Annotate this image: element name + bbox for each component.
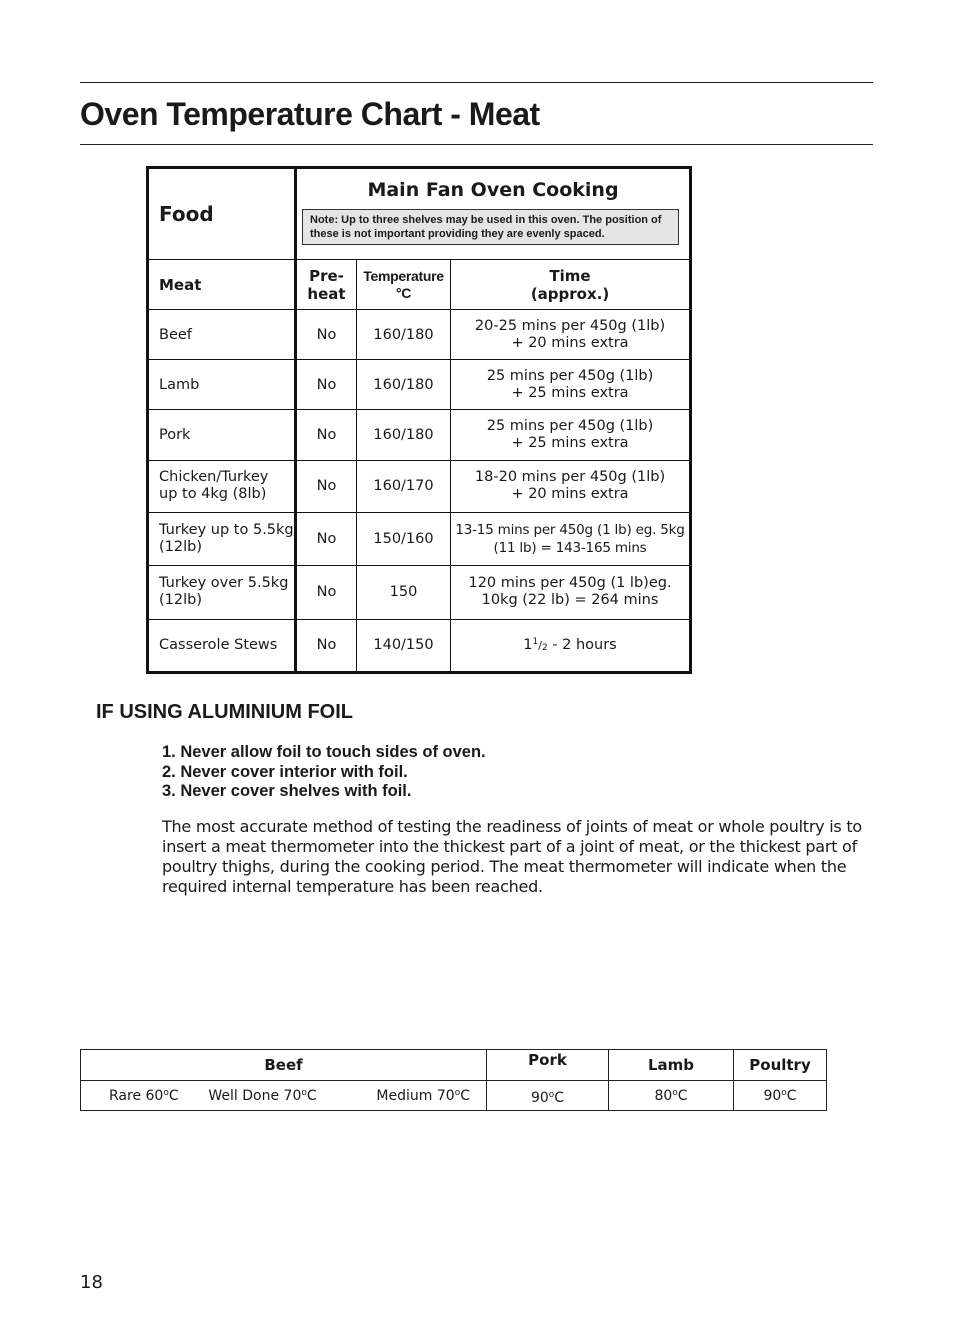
time-line2: + 20 mins extra (511, 486, 629, 503)
preheat-value: No (296, 410, 357, 460)
meat-name: Beef (148, 310, 296, 360)
time-header-line2: (approx.) (530, 284, 610, 303)
unit: C (306, 1087, 317, 1104)
beef-well-done (208, 1088, 316, 1104)
time-fraction-numerator: 1 (532, 637, 539, 648)
time-line2: + 25 mins extra (511, 384, 629, 401)
table-row (148, 619, 691, 672)
page-title: Oven Temperature Chart - Meat (80, 96, 540, 132)
foil-heading: IF USING ALUMINIUM FOIL (96, 701, 354, 723)
meat-name-line1: Turkey up to 5.5kg (159, 521, 294, 538)
table-row (148, 512, 691, 565)
poultry-value: 90 (763, 1087, 782, 1104)
table-row (148, 565, 691, 619)
beef-rare-value: 60 (145, 1087, 164, 1104)
time-column-header (451, 260, 691, 310)
degree-symbol: o (163, 1087, 169, 1098)
meat-name (148, 512, 296, 565)
main-fan-oven-heading: Main Fan Oven Cooking (367, 179, 619, 201)
lamb-value: 80 (654, 1087, 673, 1104)
time-line2: + 20 mins extra (511, 334, 629, 351)
pork-header: Pork (487, 1050, 609, 1081)
poultry-header: Poultry (734, 1050, 827, 1081)
table-row (148, 310, 691, 360)
table-row (81, 1081, 827, 1111)
beef-medium (376, 1088, 470, 1104)
preheat-value: No (296, 310, 357, 360)
title-underline (80, 144, 873, 145)
list-item: 2. Never cover interior with foil. (162, 762, 408, 781)
meat-name-line1: Chicken/Turkey (159, 469, 269, 486)
poultry-value-cell (734, 1081, 827, 1111)
beef-well-done-label: Well Done (208, 1087, 284, 1104)
list-item: 3. Never cover shelves with foil. (162, 782, 412, 800)
oven-temperature-table (146, 166, 692, 674)
meat-column-header: Meat (148, 260, 296, 310)
unit: C (168, 1087, 179, 1104)
temperature-value: 160/180 (357, 410, 451, 460)
fraction-slash: / (538, 639, 542, 653)
temperature-value: 160/170 (357, 460, 451, 512)
time-line1: 25 mins per 450g (1lb) (486, 367, 654, 384)
degree-symbol: o (548, 1089, 555, 1100)
degree-symbol: o (454, 1087, 461, 1098)
thermometer-paragraph: The most accurate method of testing the readiness of joints of meat or whole poultry is to insert a meat thermometer into the thickest part of a joint of meat, or the thickest part of poultry thighs, during the cooking period. The meat thermometer will indicate when the required internal temperature has been reached. (162, 817, 862, 896)
meat-name: Pork (148, 410, 296, 460)
time-value (451, 410, 691, 460)
temperature-value: 160/180 (357, 310, 451, 360)
temperature-value: 160/180 (357, 360, 451, 410)
time-line2: + 25 mins extra (511, 435, 629, 451)
time-value (451, 460, 691, 512)
meat-name-line2: (12lb) (159, 592, 202, 609)
unit: C (554, 1089, 565, 1106)
pork-value-cell (487, 1081, 609, 1111)
temperature-header-line1: Temperature (363, 267, 444, 284)
page-number: 18 (80, 1272, 103, 1293)
beef-header: Beef (81, 1050, 487, 1081)
lamb-value-cell (609, 1081, 734, 1111)
unit: C (786, 1087, 797, 1104)
internal-temperature-table (80, 1049, 827, 1111)
temperature-header-unit: °C (395, 284, 412, 301)
unit: C (677, 1087, 688, 1104)
time-line2: 10kg (22 lb) = 264 mins (481, 592, 659, 609)
degree-symbol: o (672, 1087, 678, 1098)
time-fraction-denominator: 2 (541, 643, 548, 654)
food-header: Food (148, 168, 296, 260)
preheat-value: No (296, 619, 357, 672)
beef-well-done-value: 70 (283, 1087, 302, 1104)
time-line1: 120 mins per 450g (1 lb)eg. (468, 575, 672, 592)
pork-value: 90 (530, 1089, 549, 1106)
preheat-header-line1: Pre- (309, 266, 344, 285)
time-value (451, 619, 691, 672)
table-header-row (148, 168, 691, 260)
beef-values-cell (81, 1081, 487, 1111)
beef-values (81, 1088, 486, 1104)
time-value (451, 360, 691, 410)
preheat-value: No (296, 565, 357, 619)
lamb-header: Lamb (609, 1050, 734, 1081)
beef-medium-value: 70 (436, 1087, 455, 1104)
time-value (451, 310, 691, 360)
temperature-value: 150 (357, 565, 451, 619)
time-value (451, 512, 691, 565)
beef-medium-label: Medium (376, 1087, 437, 1104)
meat-name-line1: Turkey over 5.5kg (159, 575, 289, 592)
time-whole: 1 (523, 637, 533, 654)
meat-name: Casserole Stews (148, 619, 296, 672)
degree-symbol: o (781, 1087, 787, 1098)
preheat-value: No (296, 512, 357, 565)
column-header-row (148, 260, 691, 310)
preheat-value: No (296, 360, 357, 410)
time-line1: 25 mins per 450g (1lb) (486, 418, 654, 434)
shelves-note: Note: Up to three shelves may be used in this oven. The position of these is not important providing they are evenly spaced. (302, 209, 679, 245)
preheat-header-line2: heat (307, 284, 346, 303)
time-line1: 20-25 mins per 450g (1lb) (474, 317, 666, 334)
meat-name: Lamb (148, 360, 296, 410)
table-row (148, 410, 691, 460)
top-rule (80, 82, 873, 83)
preheat-value: No (296, 460, 357, 512)
time-value (451, 565, 691, 619)
list-item: 1. Never allow foil to touch sides of oven. (162, 743, 486, 761)
unit: C (460, 1087, 470, 1104)
time-line1: 13-15 mins per 450g (1 lb) eg. 5kg (455, 521, 685, 538)
time-line2: (11 lb) = 143-165 mins (493, 539, 647, 556)
beef-rare (109, 1088, 179, 1104)
meat-name-line2: (12lb) (159, 538, 202, 555)
temperature-column-header (357, 260, 451, 310)
foil-rules-list (162, 743, 486, 802)
table-header-row (81, 1050, 827, 1081)
meat-name (148, 565, 296, 619)
table-row (148, 360, 691, 410)
meat-name-line2: up to 4kg (8lb) (159, 486, 267, 503)
time-header-line1: Time (549, 266, 591, 285)
beef-rare-label: Rare (109, 1087, 146, 1104)
main-fan-oven-header-cell (296, 168, 691, 260)
time-line1: 18-20 mins per 450g (1lb) (474, 469, 666, 486)
temperature-value: 150/160 (357, 512, 451, 565)
time-rest: - 2 hours (547, 637, 617, 654)
meat-name (148, 460, 296, 512)
table-row (148, 460, 691, 512)
degree-symbol: o (301, 1087, 307, 1098)
temperature-value: 140/150 (357, 619, 451, 672)
preheat-column-header (296, 260, 357, 310)
